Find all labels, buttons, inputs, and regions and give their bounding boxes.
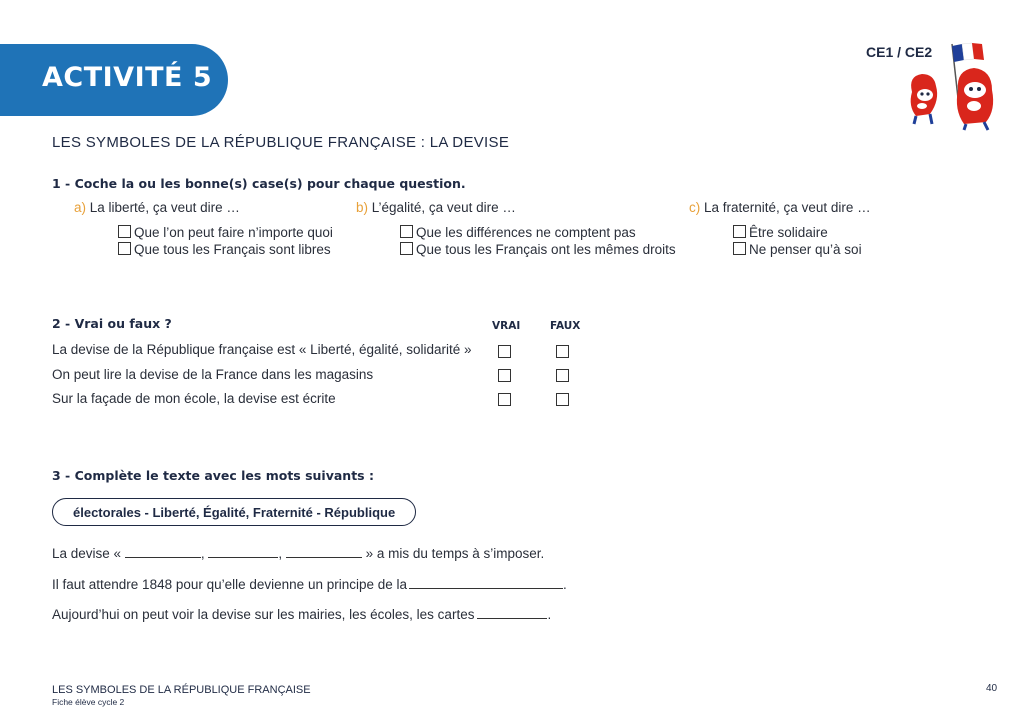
q1-group-a-question	[74, 200, 240, 215]
french-flag-icon	[952, 43, 984, 62]
q1-option-label: Que les différences ne comptent pas	[416, 225, 636, 240]
column-header-faux: FAUX	[550, 320, 581, 332]
checkbox[interactable]	[400, 225, 413, 238]
checkbox[interactable]	[733, 225, 746, 238]
checkbox-vrai[interactable]	[498, 369, 511, 382]
q2-statement: La devise de la République française est « Liberté, égalité, solidarité »	[52, 342, 472, 357]
checkbox-faux[interactable]	[556, 393, 569, 406]
q1-option[interactable]	[733, 225, 828, 240]
column-header-vrai: VRAI	[492, 320, 521, 332]
page-subtitle: LES SYMBOLES DE LA RÉPUBLIQUE FRANÇAISE : LA DEVISE	[52, 134, 510, 151]
blank-field[interactable]	[208, 546, 278, 558]
q1-option-label: Que tous les Français ont les mêmes droits	[416, 242, 676, 257]
q1-option[interactable]	[400, 225, 636, 240]
q1-question-b: L’égalité, ça veut dire …	[371, 200, 516, 215]
separator: ,	[200, 546, 205, 561]
question-3-title: 3 - Complète le texte avec les mots suivants :	[52, 468, 374, 483]
checkbox-faux[interactable]	[556, 369, 569, 382]
question-1-title: 1 - Coche la ou les bonne(s) case(s) pour chaque question.	[52, 176, 466, 191]
fill-text: .	[547, 607, 552, 622]
checkbox[interactable]	[118, 225, 131, 238]
fill-text: Il faut attendre 1848 pour qu’elle devienne un principe de la	[52, 577, 408, 592]
q1-option[interactable]	[400, 242, 676, 257]
q1-option-label: Que l’on peut faire n’importe quoi	[134, 225, 333, 240]
footer-title: LES SYMBOLES DE LA RÉPUBLIQUE FRANÇAISE	[52, 684, 311, 696]
blank-field[interactable]	[286, 546, 362, 558]
checkbox-faux[interactable]	[556, 345, 569, 358]
separator: ,	[278, 546, 283, 561]
q1-question-a: La liberté, ça veut dire …	[89, 200, 240, 215]
footer-subtitle: Fiche élève cycle 2	[52, 697, 125, 707]
q1-option[interactable]	[118, 225, 333, 240]
blank-field[interactable]	[477, 607, 547, 619]
checkbox[interactable]	[400, 242, 413, 255]
fill-line-1	[52, 546, 544, 561]
q2-statement: Sur la façade de mon école, la devise est écrite	[52, 391, 336, 406]
fill-text: Aujourd’hui on peut voir la devise sur les mairies, les écoles, les cartes	[52, 607, 475, 622]
question-2-title: 2 - Vrai ou faux ?	[52, 316, 172, 331]
q1-letter-a: a)	[74, 200, 87, 215]
q1-question-c: La fraternité, ça veut dire …	[704, 200, 871, 215]
q1-option-label: Être solidaire	[749, 225, 828, 240]
q1-group-c-question	[689, 200, 871, 215]
blank-field[interactable]	[125, 546, 201, 558]
checkbox-vrai[interactable]	[498, 393, 511, 406]
fill-text: .	[563, 577, 567, 592]
q1-option-label: Ne penser qu’à soi	[749, 242, 862, 257]
fill-text: La devise «	[52, 546, 122, 561]
checkbox[interactable]	[118, 242, 131, 255]
phryges-mascots-illustration	[900, 40, 1010, 132]
fill-line-2	[52, 577, 567, 592]
blank-field[interactable]	[409, 577, 563, 589]
q1-letter-c: c)	[689, 200, 701, 215]
q2-statement: On peut lire la devise de la France dans les magasins	[52, 367, 374, 382]
fill-text: » a mis du temps à s’imposer.	[365, 546, 545, 561]
mascot-right	[957, 68, 993, 130]
q1-letter-b: b)	[356, 200, 369, 215]
mascot-left	[911, 74, 937, 124]
q1-option[interactable]	[733, 242, 862, 257]
q1-group-b-question	[356, 200, 516, 215]
q1-option-label: Que tous les Français sont libres	[134, 242, 331, 257]
activity-title: ACTIVITÉ 5	[42, 62, 213, 93]
checkbox[interactable]	[733, 242, 746, 255]
checkbox-vrai[interactable]	[498, 345, 511, 358]
level-label: CE1 / CE2	[866, 44, 933, 60]
word-bank-text: électorales - Liberté, Égalité, Fraternité - République	[73, 505, 396, 520]
fill-line-3	[52, 607, 551, 622]
page-number: 40	[986, 683, 998, 694]
q1-option[interactable]	[118, 242, 331, 257]
